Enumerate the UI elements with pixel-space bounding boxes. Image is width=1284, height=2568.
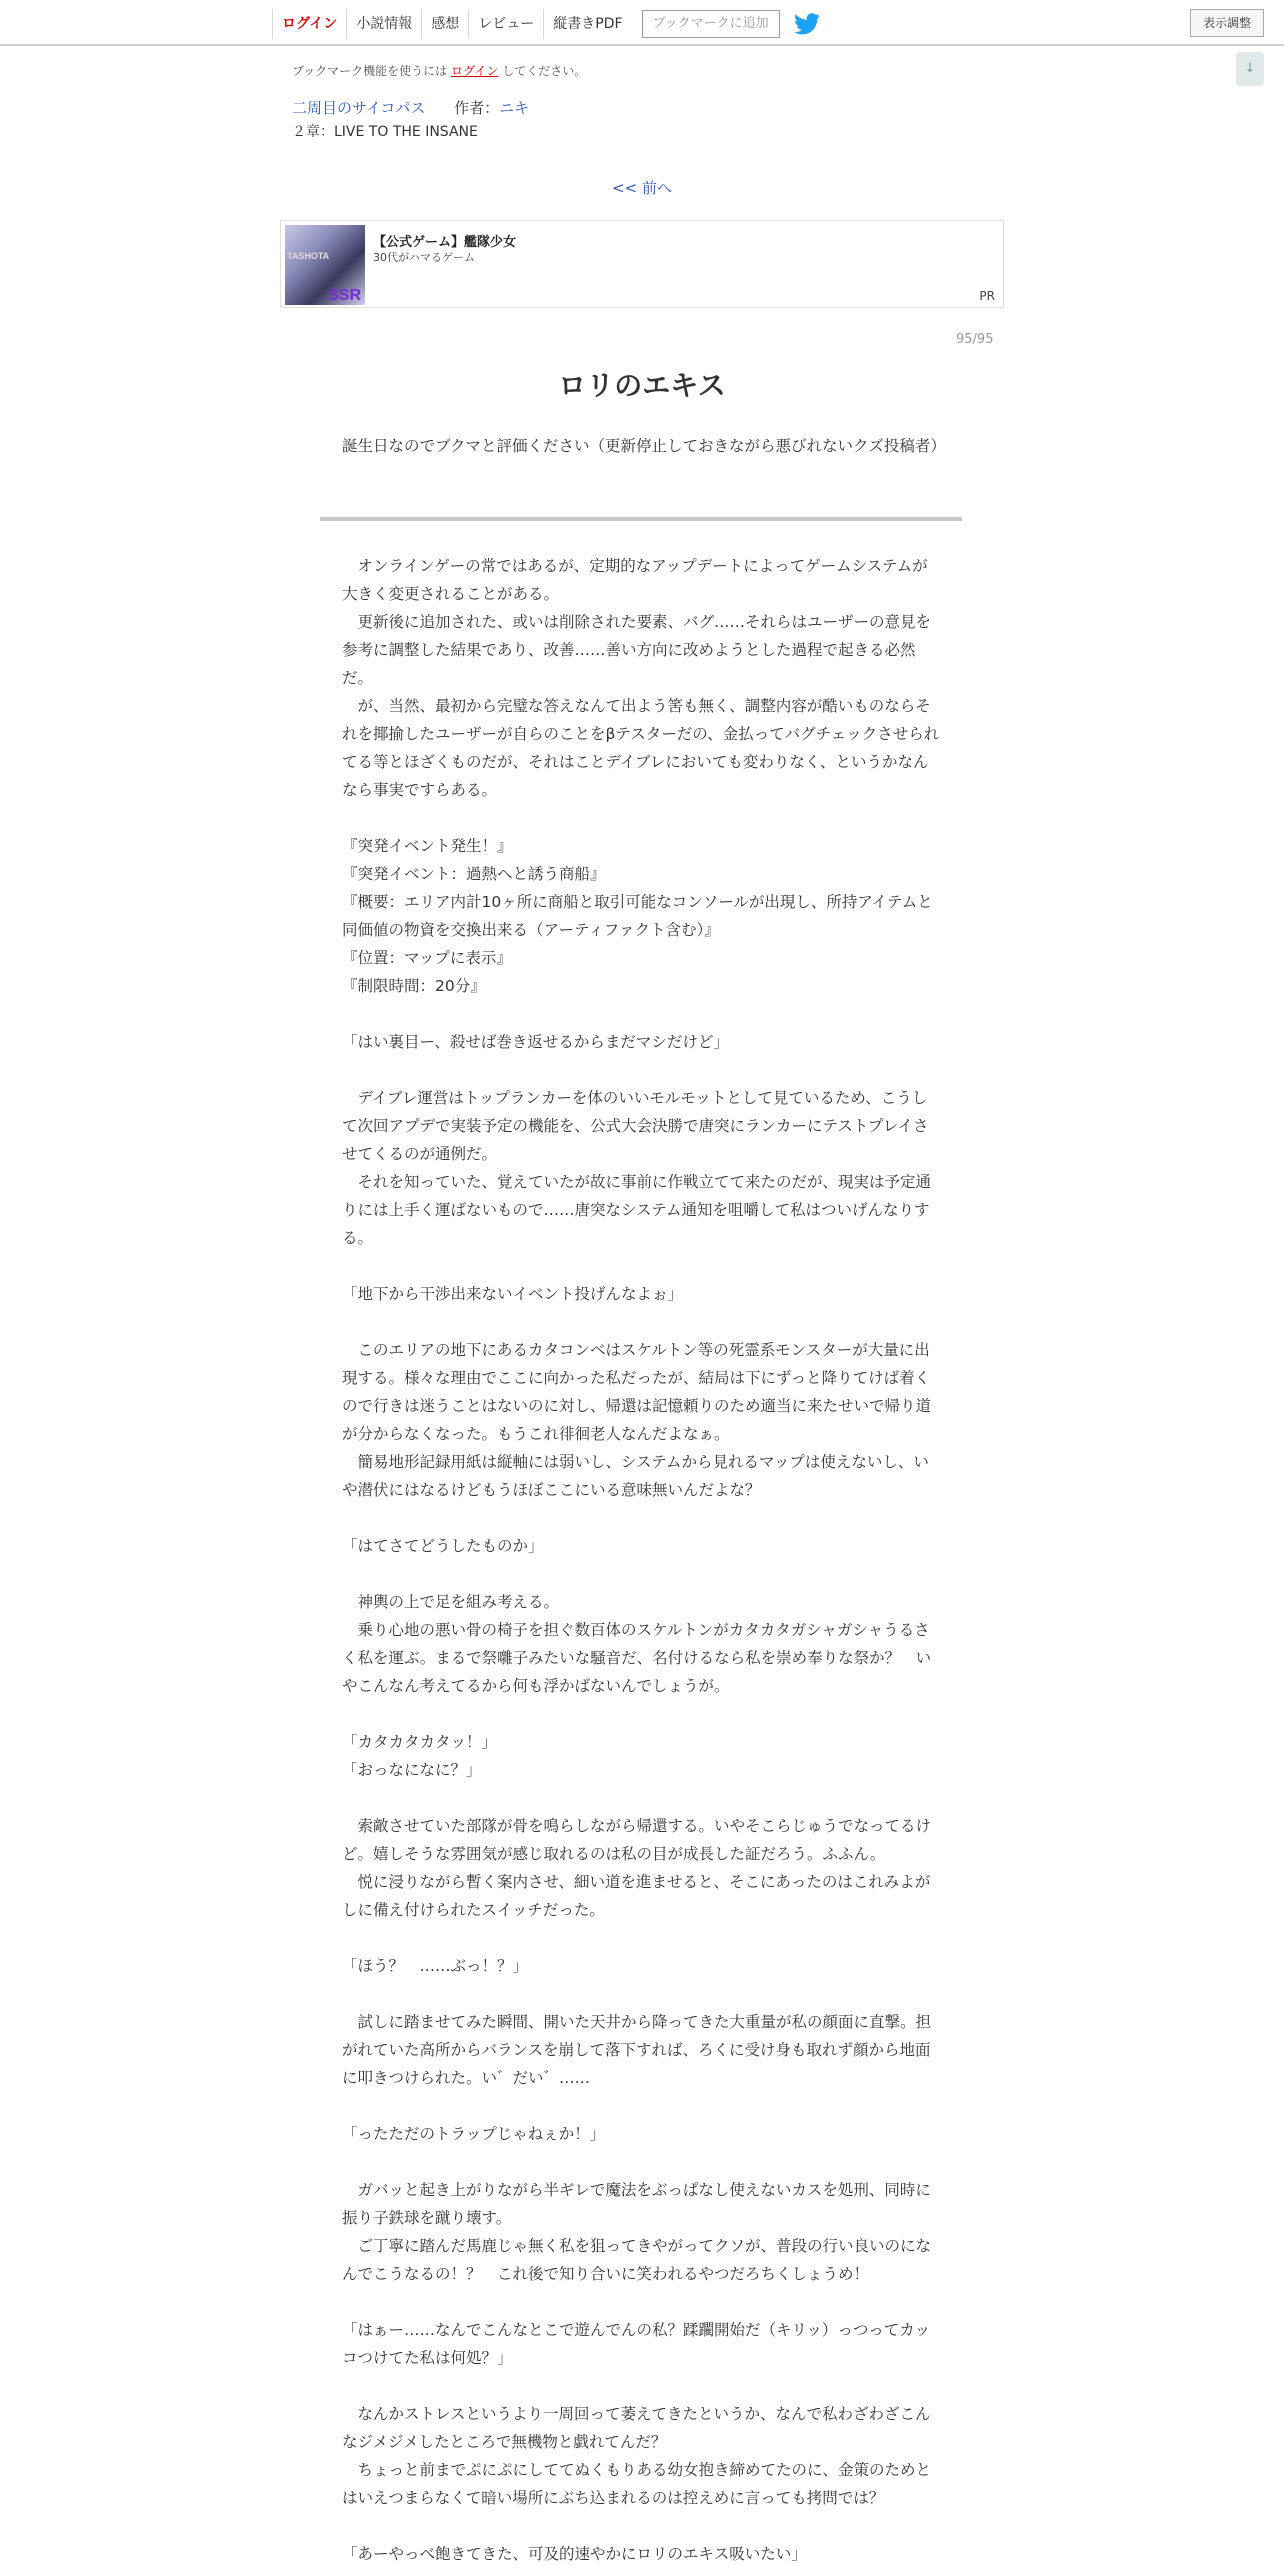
episode-body (342, 552, 942, 2568)
nav-novel-info[interactable]: 小説情報 (346, 9, 421, 39)
notice-before: ブックマーク機能を使うには (292, 64, 448, 78)
blank-line (342, 2092, 942, 2120)
nav-login[interactable]: ログイン (272, 9, 346, 39)
blank-line (342, 1308, 942, 1336)
body-paragraph: 索敵させていた部隊が骨を鳴らしながら帰還する。いやそこらじゅうでなってるけど。嬉しそうな雰囲気が感じ取れるのは私の目が成長した証だろう。ふふん。 (342, 1817, 932, 1863)
body-paragraph: 「ったただのトラップじゃねぇか！」 (342, 2125, 606, 2143)
body-paragraph: オンラインゲーの常ではあるが、定期的なアップデートによってゲームシステムが大きく変更されることがある。 (342, 557, 928, 603)
ad-pr-label: PR (979, 289, 995, 303)
body-paragraph: なんかストレスというより一周回って萎えてきたというか、なんで私わざわざこんなジメジメしたところで無機物と戯れてんだ？ (342, 2405, 931, 2451)
body-paragraph: 簡易地形記録用紙は縦軸には弱いし、システムから見れるマップは使えないし、いや潜伏にはなるけどもうほぼここにいる意味無いんだよな？ (342, 1453, 929, 1499)
body-paragraph: 『突発イベント発生！』 (342, 837, 513, 855)
body-paragraph: 「カタカタカタッ！」 (342, 1733, 498, 1751)
author-link[interactable]: ニキ (499, 99, 530, 117)
novel-header (292, 97, 529, 118)
blank-line (342, 1700, 942, 1728)
blank-line (342, 1980, 942, 2008)
body-paragraph: が、当然、最初から完璧な答えなんて出よう筈も無く、調整内容が酷いものならそれを揶揄したユーザーが自らのことをβテスターだの、金払ってバグチェックさせられてる等とほざくものだが、それはことデイブレにおいても変わりなく、というかなんなら事実ですらある。 (342, 697, 940, 799)
notice-after: してください。 (502, 64, 587, 78)
prev-page-link[interactable]: << 前へ (612, 179, 672, 197)
body-paragraph: ガバッと起き上がりながら半ギレで魔法をぶっぱなし使えないカスを処刑、同時に振り子鉄球を蹴り壊す。 (342, 2181, 931, 2227)
blank-line (342, 1504, 942, 1532)
chapter-title: ２章：LIVE TO THE INSANE (292, 124, 478, 140)
top-bar (0, 0, 1284, 46)
ad-image-badge: SSR (328, 287, 361, 304)
body-paragraph: デイブレ運営はトップランカーを体のいいモルモットとして見ているため、こうして次回アプデで実装予定の機能を、公式大会決勝で唐突にランカーにテストプレイさせてくるのが通例だ。 (342, 1089, 929, 1163)
body-paragraph: 「あーやっべ飽きてきた、可及的速やかにロリのエキス吸いたい」 (342, 2545, 807, 2563)
scroll-down-button[interactable]: ↓ (1236, 52, 1264, 86)
body-paragraph: 『突発イベント：過熱へと誘う商船』 (342, 865, 606, 883)
ad-subtitle: 30代がハマるゲーム (373, 251, 475, 264)
nav-vertical-pdf[interactable]: 縦書きPDF (543, 9, 631, 39)
body-paragraph: 『概要：エリア内計10ヶ所に商船と取引可能なコンソールが出現し、所持アイテムと同価値の物資を交換出来る（アーティファクト含む）』 (342, 893, 933, 939)
blank-line (342, 804, 942, 832)
body-paragraph: それを知っていた、覚えていたが故に事前に作戦立てて来たのだが、現実は予定通りには上手く運ばないもので……唐突なシステム通知を咀嚼して私はついげんなりする。 (342, 1173, 932, 1247)
body-paragraph: 乗り心地の悪い骨の椅子を担ぐ数百体のスケルトンがカタカタガシャガシャうるさく私を運ぶ。まるで祭囃子みたいな騒音だ、名付けるなら私を崇め奉りな祭か？ いやこんなん考えてるから何も浮かばないんでしょうが。 (342, 1621, 932, 1695)
body-paragraph: ご丁寧に踏んだ馬鹿じゃ無く私を狙ってきやがってクソが、普段の行い良いのになんでこうなるの！？ これ後で知り合いに笑われるやつだろちくしょうめ！ (342, 2237, 932, 2283)
preface-divider (320, 517, 962, 521)
blank-line (342, 1000, 942, 1028)
body-paragraph: 「ほう？ ……ぶっ！？」 (342, 1957, 529, 1975)
ad-image (285, 225, 365, 305)
blank-line (342, 1056, 942, 1084)
nav-review[interactable]: レビュー (468, 9, 543, 39)
nav-impressions[interactable]: 感想 (421, 9, 468, 39)
add-bookmark-button[interactable]: ブックマークに追加 (642, 10, 780, 38)
blank-line (342, 1924, 942, 1952)
novel-title-link[interactable]: 二周目のサイコパス (292, 99, 426, 117)
body-paragraph: このエリアの地下にあるカタコンベはスケルトン等の死霊系モンスターが大量に出現する。様々な理由でここに向かった私だったが、結局は下にずっと降りてけば着くので行きは迷うことはないのに対し、帰還は記憶頼りのため適当に来たせいで帰り道が分からなくなった。もうこれ徘徊老人なんだよなぁ。 (342, 1341, 932, 1443)
ad-image-tag: TASHOTA (287, 251, 330, 261)
twitter-icon[interactable] (794, 13, 820, 35)
body-paragraph: 悦に浸りながら暫く案内させ、細い道を進ませると、そこにあったのはこれみよがしに備え付けられたスイッチだった。 (342, 1873, 931, 1919)
ad-banner[interactable] (280, 220, 1004, 308)
ad-title: 【公式ゲーム】艦隊少女 (373, 235, 517, 250)
notice-login-link[interactable]: ログイン (451, 64, 499, 78)
blank-line (342, 2372, 942, 2400)
author-label: 作者： (454, 99, 500, 117)
blank-line (342, 2512, 942, 2540)
body-paragraph: 「はてさてどうしたものか」 (342, 1537, 544, 1555)
body-paragraph: 「地下から干渉出来ないイベント投げんなよぉ」 (342, 1285, 684, 1303)
body-paragraph: 「おっなになに？」 (342, 1761, 482, 1779)
episode-title: ロリのエキス (558, 369, 726, 402)
body-paragraph: 「はぁー……なんでこんなとこで遊んでんの私？蹂躙開始だ（キリッ）っつってカッコつけてた私は何処？」 (342, 2321, 931, 2367)
blank-line (342, 1560, 942, 1588)
blank-line (342, 1252, 942, 1280)
body-paragraph: 更新後に追加された、或いは削除された要素、バグ……それらはユーザーの意見を参考に調整した結果であり、改善……善い方向に改めようとした過程で起きる必然だ。 (342, 613, 932, 687)
body-paragraph: 試しに踏ませてみた瞬間、開いた天井から降ってきた大重量が私の顔面に直撃。担がれていた高所からバランスを崩して落下すれば、ろくに受け身も取れず顔から地面に叩きつけられた。い゛だい゛…… (342, 2013, 932, 2087)
episode-progress: 95/95 (956, 332, 994, 347)
body-paragraph: 「はい裏目ー、殺せば巻き返せるからまだマシだけど」 (342, 1033, 729, 1051)
blank-line (342, 1784, 942, 1812)
body-paragraph: ちょっと前までぷにぷにしててぬくもりある幼女抱き締めてたのに、金策のためとはいえつまらなくて暗い場所にぶち込まれるのは控えめに言っても拷問では？ (342, 2461, 932, 2507)
bookmark-notice (292, 62, 586, 79)
body-paragraph: 『制限時間：20分』 (342, 977, 486, 995)
body-paragraph: 『位置：マップに表示』 (342, 949, 512, 967)
top-nav (272, 8, 820, 40)
episode-preface: 誕生日なのでブクマと評価ください（更新停止しておきながら悪びれないクズ投稿者） (342, 437, 946, 455)
display-settings-button[interactable]: 表示調整 (1190, 9, 1264, 37)
blank-line (342, 2288, 942, 2316)
blank-line (342, 2148, 942, 2176)
body-paragraph: 神輿の上で足を組み考える。 (357, 1593, 560, 1611)
